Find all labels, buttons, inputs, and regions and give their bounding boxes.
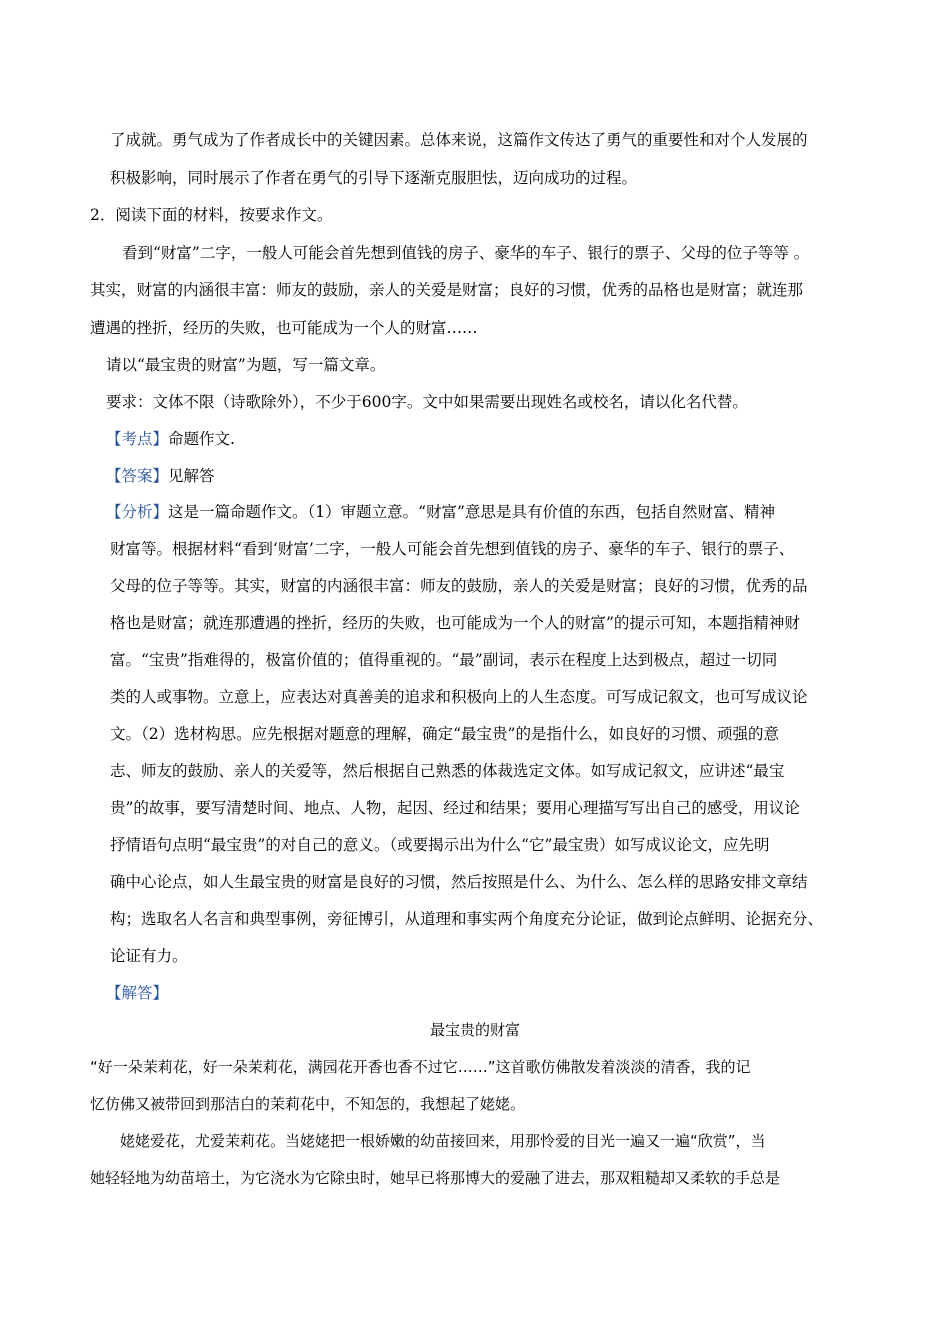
material-line-3: 遭遇的挫折，经历的失败，也可能成为一个人的财富…… — [90, 319, 478, 337]
prev-analysis-line-2: 积极影响，同时展示了作者在勇气的引导下逐渐克服胆怯，迈向成功的过程。 — [110, 169, 638, 187]
essay-title: 最宝贵的财富 — [429, 1021, 520, 1039]
analysis-line: 富。“宝贵”指难得的，极富价值的；值得重视的。“最”副词，表示在程度上达到极点，超过一切同 — [110, 651, 778, 669]
analysis-label: 【分析】 — [106, 503, 169, 521]
material-line-2: 其实，财富的内涵很丰富：师友的鼓励，亲人的关爱是财富；良好的习惯，优秀的品格也是财富；就连那 — [90, 281, 804, 299]
analysis-line: 文。（2）选材构思。应先根据对题意的理解，确定“最宝贵”的是指什么，如良好的习惯、顽强的意 — [110, 725, 779, 743]
material-line-1: 看到“财富”二字，一般人可能会首先想到值钱的房子、豪华的车子、银行的票子、父母的位子等等 。 — [122, 244, 810, 262]
analysis-line: 论证有力。 — [110, 947, 188, 965]
analysis-line: 格也是财富；就连那遭遇的挫折，经历的失败，也可能成为一个人的财富”的提示可知，本题指精神财 — [110, 614, 800, 632]
essay-line: 姥姥爱花，尤爱茉莉花。当姥姥把一根娇嫩的幼苗接回来，用那怜爱的目光一遍又一遍“欣赏”，当 — [120, 1132, 766, 1150]
essay-prompt: 请以“最宝贵的财富”为题，写一篇文章。 — [106, 356, 386, 374]
kaodian-row — [106, 429, 235, 449]
analysis-line: 父母的位子等等。其实，财富的内涵很丰富：师友的鼓励，亲人的关爱是财富；良好的习惯，优秀的品 — [110, 577, 808, 595]
question-title: 2．阅读下面的材料，按要求作文。 — [90, 206, 333, 224]
analysis-row — [106, 502, 775, 522]
answer-row — [106, 466, 215, 486]
prev-analysis-line-1: 了成就。勇气成为了作者成长中的关键因素。总体来说，这篇作文传达了勇气的重要性和对个人发展的 — [110, 131, 808, 149]
essay-line: “好一朵茉莉花，好一朵茉莉花，满园花开香也香不过它……”这首歌仿佛散发着淡淡的清香，我的记 — [90, 1058, 751, 1076]
analysis-line: 贵”的故事，要写清楚时间、地点、人物，起因、经过和结果；要用心理描写写出自己的感受，用议论 — [110, 799, 800, 817]
essay-line: 忆仿佛又被带回到那洁白的茉莉花中，不知怎的，我想起了姥姥。 — [90, 1095, 526, 1113]
solution-row — [106, 983, 168, 1003]
essay-line: 她轻轻地为幼苗培土，为它浇水为它除虫时，她早已将那博大的爱融了进去，那双粗糙却又柔软的手总是 — [90, 1169, 781, 1187]
kaodian-label: 【考点】 — [106, 430, 169, 448]
solution-label: 【解答】 — [106, 984, 169, 1002]
kaodian-text: 命题作文. — [168, 430, 235, 448]
essay-requirement: 要求：文体不限（诗歌除外），不少于600字。文中如果需要出现姓名或校名，请以化名代替。 — [106, 393, 748, 411]
analysis-line: 构；选取名人名言和典型事例，旁征博引，从道理和事实两个角度充分论证，做到论点鲜明、论据充分、 — [110, 910, 824, 928]
answer-text: 见解答 — [168, 467, 215, 485]
analysis-line: 确中心论点，如人生最宝贵的财富是良好的习惯，然后按照是什么、为什么、怎么样的思路安排文章结 — [110, 873, 808, 891]
answer-label: 【答案】 — [106, 467, 169, 485]
analysis-line: 抒情语句点明“最宝贵”的对自己的意义。（或要揭示出为什么“它”最宝贵）如写成议论文，应先明 — [110, 836, 770, 854]
analysis-first-line: 这是一篇命题作文。（1）审题立意。“财富”意思是具有价值的东西，包括自然财富、精神 — [168, 503, 775, 521]
analysis-line: 志、师友的鼓励、亲人的关爱等，然后根据自己熟悉的体裁选定文体。如写成记叙文，应讲述“最宝 — [110, 762, 785, 780]
analysis-line: 财富等。根据材料“看到‘财富’二字，一般人可能会首先想到值钱的房子、豪华的车子、银行的票子、 — [110, 540, 795, 558]
analysis-line: 类的人或事物。立意上，应表达对真善美的追求和积极向上的人生态度。可写成记叙文，也可写成议论 — [110, 688, 808, 706]
